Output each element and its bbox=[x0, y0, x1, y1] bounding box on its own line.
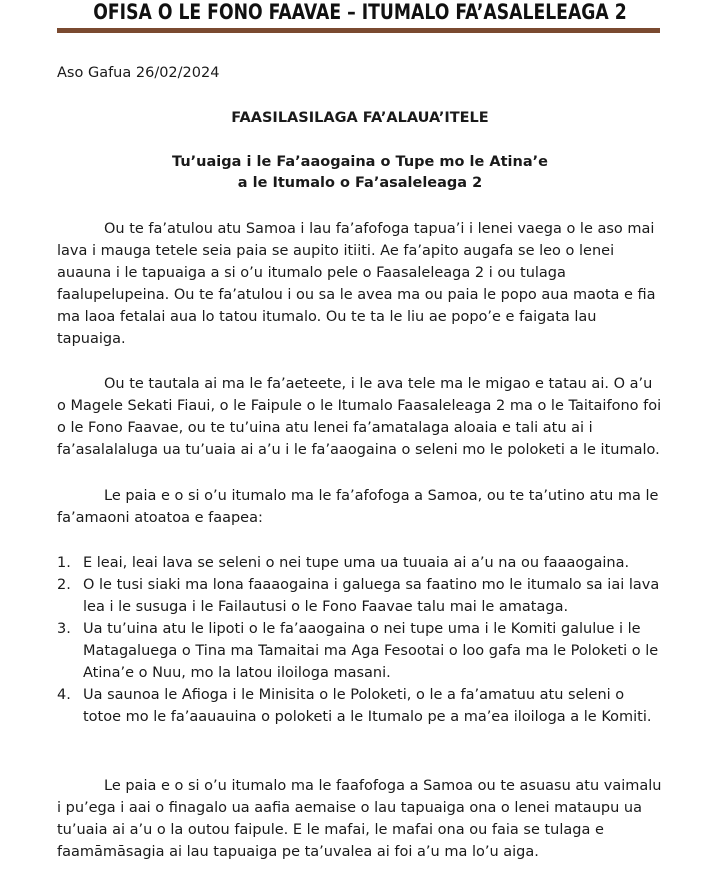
letterhead-title: OFISA O LE FONO FAAVAE – ITUMALO FA’ASALELEAGA 2 bbox=[93, 0, 627, 24]
list-item-number: 4. bbox=[57, 687, 71, 703]
letterhead-divider bbox=[57, 28, 660, 33]
list-item-text: O le tusi siaki ma lona faaaogaina i galuega sa faatino mo le itumalo sa iai lava lea i le susuga i le Failautusi o le Fono Faavae talu mai le amataga. bbox=[83, 577, 660, 615]
list-item bbox=[57, 574, 663, 618]
list-item bbox=[57, 618, 663, 684]
list-item-number: 2. bbox=[57, 577, 71, 593]
list-item-text: Ua tu’uina atu le lipoti o le fa’aaogaina o nei tupe uma i le Komiti galulue i le Matagaluega o Tina ma Tamaitai ma Aga Fesootai o loo gafa ma le Poloketi o le Atina’e o Nuu, mo la latou iloiloga masani. bbox=[83, 621, 659, 681]
list-item bbox=[57, 684, 663, 728]
letter-date: Aso Gafua 26/02/2024 bbox=[57, 65, 220, 81]
paragraph-4: Le paia e o si o’u itumalo ma le faafofoga a Samoa ou te asuasu atu vaimalu i pu’ega i aai o finagalo ua aafia aemaise o lau tapuaiga ona o lenei mataupu ua tu’uaia ai a’u o la outou faipule. E le mafai, le mafai ona ou faia se tulaga e faamāmāsagia ai lau tapuaiga pe ta’uvalea ai foi a’u ma lo’u aiga. bbox=[57, 778, 662, 860]
list-item-text: Ua saunoa le Afioga i le Minisita o le Poloketi, o le a fa’amatuu atu seleni o totoe mo le fa’aauauina o poloketi a le Itumalo pe a ma’ea iloiloga a le Komiti. bbox=[83, 687, 652, 725]
paragraph-1: Ou te fa’atulou atu Samoa i lau fa’afofoga tapua’i i lenei vaega o le aso mai lava i mauga tetele seia paia se aupito itiiti. Ae fa’apito augafa se leo o lenei auauna i le tapuaiga a si o’u itumalo pele o Faasaleleaga 2 i ou tulaga faalupelupeina. Ou te fa’atulou i ou sa le avea ma ou paia le popo aua maota e fia ma laoa fetalai aua lo tatou itumalo. Ou te ta le liu ae popo’e e faigata lau tapuaiga. bbox=[57, 221, 656, 347]
statement-list bbox=[57, 552, 663, 728]
paragraph-2: Ou te tautala ai ma le fa’aeteete, i le ava tele ma le migao e tatau ai. O a’u o Magele Sekati Fiaui, o le Faipule o le Itumalo Faasaleleaga 2 ma o le Taitaifono foi o le Fono Faavae, ou te tu’uina atu lenei fa’amatalaga aloaia e tali atu ai i fa’asalalaluga ua tu’uaia ai a’u i le fa’aaogaina o seleni mo le poloketi a le itumalo. bbox=[57, 376, 662, 458]
list-item bbox=[57, 552, 663, 574]
subject-line-1: Tu’uaiga i le Fa’aaogaina o Tupe mo le Atina’e bbox=[172, 154, 548, 170]
list-item-number: 1. bbox=[57, 555, 71, 571]
list-item-number: 3. bbox=[57, 621, 71, 637]
subject-line-2: a le Itumalo o Fa’asaleleaga 2 bbox=[237, 175, 483, 191]
paragraph-3: Le paia e o si o’u itumalo ma le fa’afofoga a Samoa, ou te ta’utino atu ma le fa’amaoni atoatoa e faapea: bbox=[57, 488, 659, 526]
letter-heading: FAASILASILAGA FA’ALAUA’ITELE bbox=[231, 110, 489, 126]
list-item-text: E leai, leai lava se seleni o nei tupe uma ua tuuaia ai a’u na ou faaaogaina. bbox=[83, 555, 630, 571]
